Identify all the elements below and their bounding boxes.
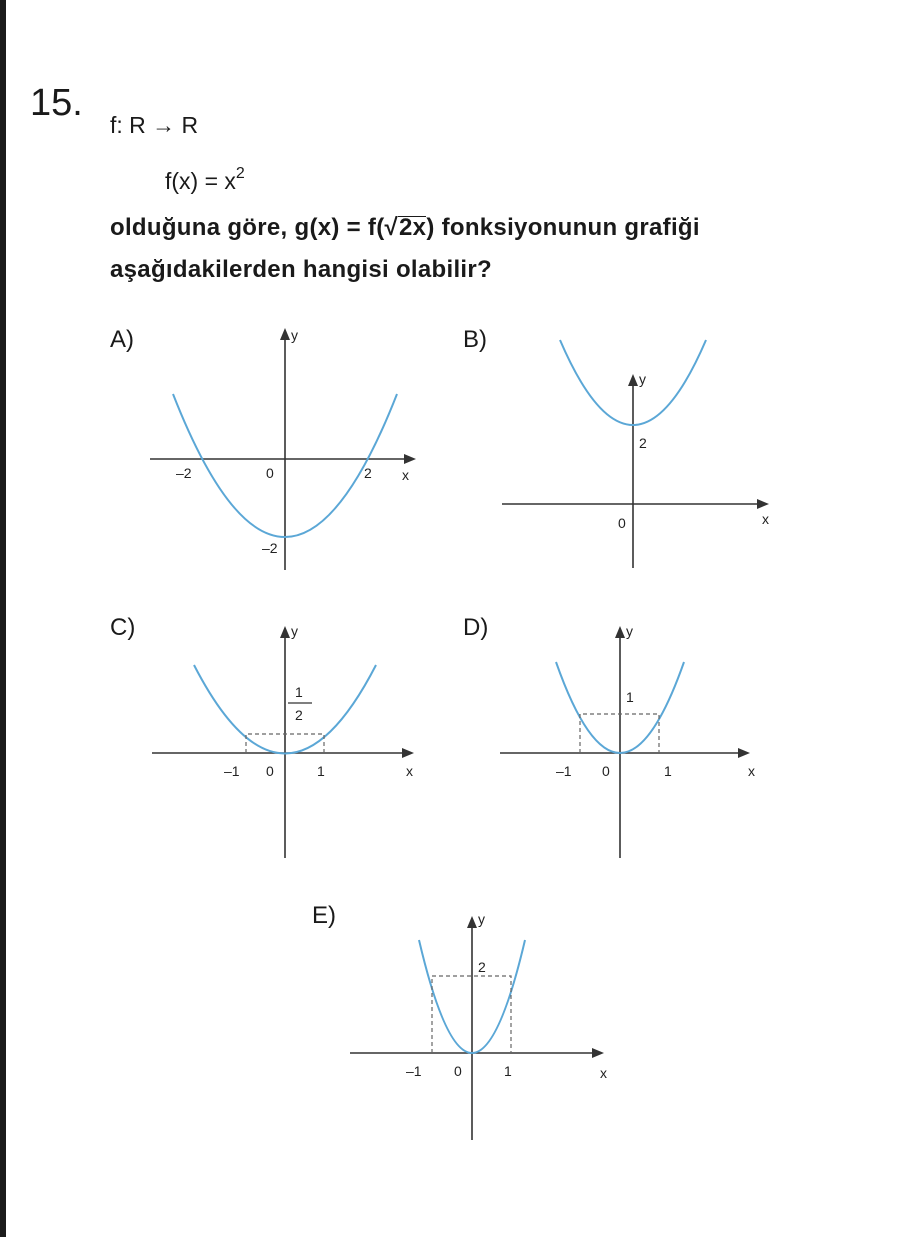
tick-x-neg: –1 — [406, 1063, 422, 1079]
tick-x-neg: –2 — [176, 465, 192, 481]
tick-x-neg: –1 — [224, 763, 240, 779]
option-a-label[interactable]: A) — [110, 326, 134, 353]
x-axis-arrow — [402, 748, 414, 758]
tick-x-neg: –1 — [556, 763, 572, 779]
tick-x-pos: 1 — [317, 763, 325, 779]
sqrt-radicand: 2x — [399, 214, 427, 241]
x-axis-arrow — [757, 499, 769, 509]
x-axis-arrow — [404, 454, 416, 464]
x-axis-label: x — [406, 763, 413, 779]
tick-origin: 0 — [454, 1063, 462, 1079]
tick-x-pos: 2 — [364, 465, 372, 481]
prompt-suffix: ) fonksiyonunun grafiği — [426, 214, 700, 241]
y-axis-label: y — [291, 327, 298, 343]
y-axis-label: y — [478, 911, 485, 927]
option-e-label[interactable]: E) — [312, 902, 336, 929]
function-exponent: 2 — [235, 165, 245, 182]
y-axis-label: y — [291, 623, 298, 639]
prompt-prefix: olduğuna göre, g(x) = f( — [110, 214, 385, 241]
function-definition — [165, 165, 245, 195]
tick-y-min: –2 — [262, 540, 278, 556]
sqrt-symbol: √ — [384, 214, 399, 241]
option-e-graph[interactable] — [346, 898, 636, 1148]
question-prompt-line2: aşağıdakilerden hangisi olabilir? — [110, 256, 493, 283]
tick-x-pos: 1 — [504, 1063, 512, 1079]
tick-y-vertex: 2 — [639, 435, 647, 451]
y-axis-arrow — [615, 626, 625, 638]
x-axis-label: x — [402, 467, 409, 483]
tick-origin: 0 — [602, 763, 610, 779]
option-b-graph[interactable] — [496, 320, 796, 575]
x-axis-label: x — [762, 511, 769, 527]
y-axis-arrow — [280, 626, 290, 638]
x-axis-label: x — [748, 763, 755, 779]
x-axis-label: x — [600, 1065, 607, 1081]
y-axis-label: y — [626, 623, 633, 639]
option-d-graph[interactable] — [494, 610, 784, 865]
x-axis-arrow — [592, 1048, 604, 1058]
domain-line: f: R → R — [110, 112, 199, 138]
y-axis-label: y — [639, 371, 646, 387]
x-axis-arrow — [738, 748, 750, 758]
option-c-graph[interactable] — [140, 610, 430, 865]
tick-y-numerator: 1 — [295, 684, 303, 700]
question-number: 15. — [30, 82, 83, 124]
tick-origin: 0 — [266, 763, 274, 779]
left-edge-bar — [0, 0, 6, 1237]
y-axis-arrow — [467, 916, 477, 928]
option-d-label[interactable]: D) — [463, 614, 489, 641]
option-a-graph[interactable] — [140, 320, 430, 590]
tick-y-value: 2 — [478, 959, 486, 975]
option-c-label[interactable]: C) — [110, 614, 136, 641]
option-b-label[interactable]: B) — [463, 326, 487, 353]
tick-origin: 0 — [266, 465, 274, 481]
tick-y-denominator: 2 — [295, 707, 303, 723]
y-axis-arrow — [628, 374, 638, 386]
question-prompt-line1 — [110, 214, 700, 242]
y-axis-arrow — [280, 328, 290, 340]
tick-origin: 0 — [618, 515, 626, 531]
function-lhs: f(x) = x — [165, 168, 236, 194]
tick-x-pos: 1 — [664, 763, 672, 779]
tick-y-value: 1 — [626, 689, 634, 705]
